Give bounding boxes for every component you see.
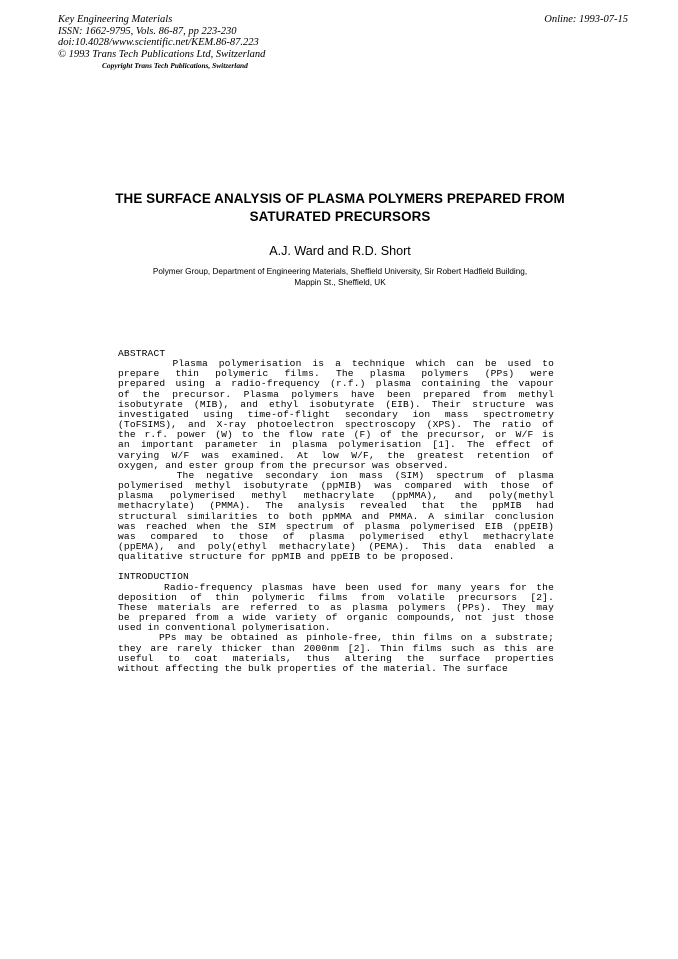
- text-line: (ppEMA), and poly(ethyl methacrylate) (PEMA). This data enabled a: [118, 540, 554, 552]
- title-line-1: THE SURFACE ANALYSIS OF PLASMA POLYMERS PREPARED FROM: [115, 191, 565, 206]
- introduction-paragraph-2: [118, 633, 554, 674]
- publisher-header: [58, 14, 628, 70]
- text-line: The negative secondary ion mass (SIM) spectrum of plasma: [118, 469, 554, 481]
- text-line: oxygen, and ester group from the precursor was observed.: [118, 459, 449, 471]
- text-line: PPs may be obtained as pinhole-free, thin films on a substrate;: [118, 632, 554, 644]
- text-line: without affecting the bulk properties of the material. The surface: [118, 662, 508, 674]
- text-line: useful to coat materials, thus altering the surface properties: [118, 652, 554, 664]
- text-line: varying W/F was examined. At low W/F, the greatest retention of: [118, 449, 554, 461]
- text-line: be prepared from a wide variety of organic compounds, not just those: [118, 612, 554, 624]
- text-line: prepare thin polymeric films. The plasma polymers (PPs) were: [118, 368, 554, 380]
- text-line: polymerised methyl isobutyrate (ppMIB) was compared with those of: [118, 480, 554, 492]
- text-line: structural similarities to both ppMMA and PMMA. A similar conclusion: [118, 510, 554, 522]
- text-line: was compared to those of plasma polymerised ethyl methacrylate: [118, 530, 554, 542]
- text-line: used in conventional polymerisation.: [118, 622, 331, 634]
- text-line: (ToFSIMS), and X-ray photoelectron spectroscopy (XPS). The ratio of: [118, 419, 554, 431]
- affiliation-line-1: Polymer Group, Department of Engineering Materials, Sheffield University, Sir Robert Hadfield Building,: [152, 267, 528, 276]
- copyright-sub-line: Copyright Trans Tech Publications, Switzerland: [102, 61, 248, 71]
- authors: A.J. Ward and R.D. Short: [269, 244, 411, 258]
- title-line-2: SATURATED PRECURSORS: [249, 208, 431, 224]
- affiliation-line-2: Mappin St., Sheffield, UK: [294, 278, 386, 288]
- text-line: Plasma polymerisation is a technique which can be used to: [118, 358, 554, 370]
- introduction-paragraph-1: [118, 583, 554, 634]
- page-title: [114, 190, 566, 225]
- journal-name: Key Engineering Materials: [58, 14, 173, 25]
- text-line: isobutyrate (MIB), and ethyl isobutyrate (EIB). Their structure was: [118, 398, 554, 410]
- text-line: Radio-frequency plasmas have been used for many years for the: [118, 581, 554, 593]
- text-line: of the precursor. Plasma polymers have been prepared from methyl: [118, 388, 554, 400]
- abstract-heading: ABSTRACT: [118, 348, 166, 359]
- text-line: they are rarely thicker than 2000nm [2]. Thin films such as this are: [118, 642, 554, 654]
- text-line: investigated using time-of-flight secondary ion mass spectrometry: [118, 408, 554, 420]
- text-line: These materials are referred to as plasma polymers (PPs). They may: [118, 601, 554, 613]
- online-date: Online: 1993-07-15: [544, 14, 628, 25]
- text-line: methacrylate) (PMMA). The analysis revealed that the ppMIB had: [118, 500, 554, 512]
- text-line: qualitative structure for ppMIB and ppEIB to be proposed.: [118, 551, 455, 563]
- text-line: deposition of thin polymeric films from volatile precursors [2].: [118, 591, 554, 603]
- introduction-heading: INTRODUCTION: [118, 571, 189, 583]
- text-line: was reached when the SIM spectrum of plasma polymerised EIB (ppEIB): [118, 520, 554, 532]
- document-body: [118, 349, 554, 674]
- copyright-line: © 1993 Trans Tech Publications Ltd, Switzerland: [58, 48, 266, 60]
- text-line: the r.f. power (W) to the flow rate (F) of the precursor, or W/F is: [118, 429, 554, 441]
- abstract-paragraph-1: [118, 359, 554, 471]
- affiliation: [114, 266, 566, 288]
- publisher-metadata: [58, 14, 628, 60]
- issn-line: ISSN: 1662-9795, Vols. 86-87, pp 223-230: [58, 25, 237, 37]
- text-line: an important parameter in plasma polymerisation [1]. The effect of: [118, 439, 554, 451]
- doi-line: doi:10.4028/www.scientific.net/KEM.86-87.223: [58, 37, 259, 49]
- abstract-paragraph-2: [118, 471, 554, 562]
- text-line: plasma polymerised methyl methacrylate (ppMMA), and poly(methyl: [118, 490, 554, 502]
- title-block: [114, 190, 566, 288]
- text-line: prepared using a radio-frequency (r.f.) plasma containing the vapour: [118, 378, 554, 390]
